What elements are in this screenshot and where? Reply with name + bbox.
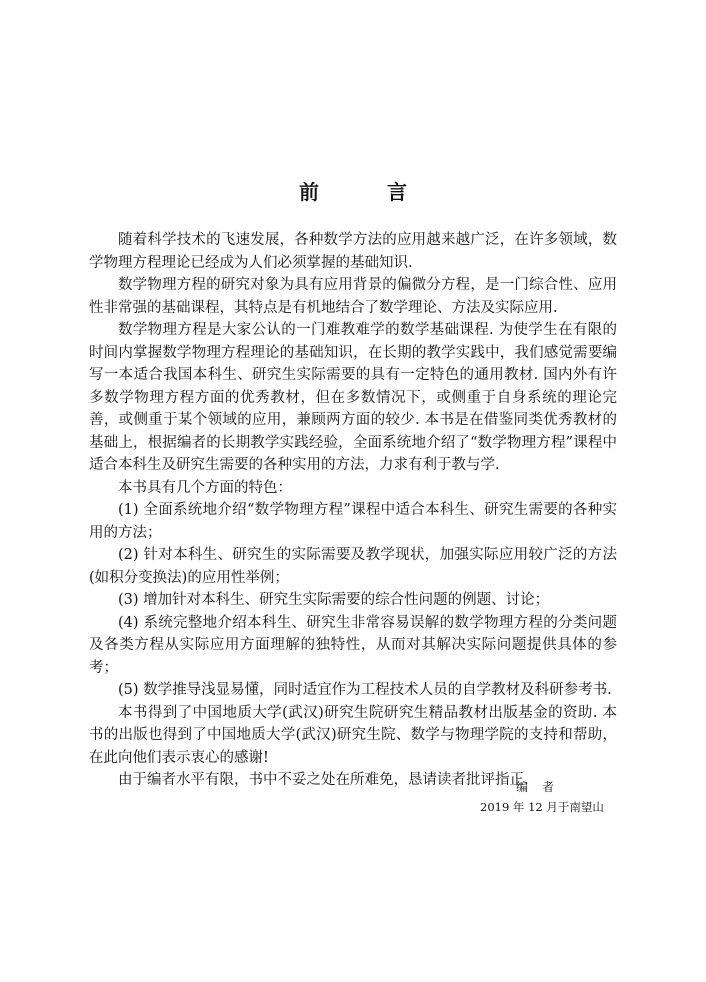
list-item: (4) 系统完整地介绍本科生、研究生非常容易误解的数学物理方程的分类问题及各类方程从实际应用方面理解的独特性，从而对其解决实际问题提供具体的参考；: [89, 614, 617, 676]
list-item: (5) 数学推导浅显易懂，同时适宜作为工程技术人员的自学教材及科研参考书.: [118, 682, 612, 698]
page-title: 前 言: [299, 180, 431, 204]
paragraph: 本书具有几个方面的特色：: [118, 479, 292, 496]
list-item: (3) 增加针对本科生、研究生实际需要的综合性问题的例题、讨论；: [118, 592, 550, 608]
list-item: (2) 针对本科生、研究生的实际需要及教学现状，加强实际应用较广泛的方法(如积分变换法)的应用性举例；: [89, 547, 617, 586]
paragraph: 数学物理方程的研究对象为具有应用背景的偏微分方程，是一门综合性、应用性非常强的基础课程，其特点是有机地结合了数学理论、方法及实际应用.: [89, 277, 617, 316]
date-line: 2019 年 12 月于南望山: [480, 800, 604, 814]
paragraph: 本书得到了中国地质大学(武汉)研究生院研究生精品教材出版基金的资助. 本书的出版也得到了中国地质大学(武汉)研究生院、数学与物理学院的支持和帮助，在此向他们表示衷心的感谢!: [89, 704, 617, 766]
paragraph: 随着科学技术的飞速发展，各种数学方法的应用越来越广泛，在许多领域，数学物理方程理论已经成为人们必须掌握的基础知识.: [89, 232, 617, 271]
paragraph: 由于编者水平有限，书中不妥之处在所难免，恳请读者批评指正.: [118, 772, 529, 788]
signature: 编者: [516, 780, 569, 794]
paragraph: 数学物理方程是大家公认的一门难教难学的数学基础课程. 为使学生在有限的时间内掌握数学物理方程理论的基础知识，在长期的教学实践中，我们感觉需要编写一本适合我国本科生、研究生实际需要的具有一定特色的通用教材. 国内外有许多数学物理方程方面的优秀教材，但在多数情况下，或侧重于自身系统的理论完善，或侧重于某个领域的应用，兼顾两方面的较少. 本书是在借鉴同类优秀教材的基础上，根据编者的长期教学实践经验，全面系统地介绍了“数学物理方程”课程中适合本科生及研究生需要的各种实用的方法，力求有利于教与学.: [89, 322, 617, 473]
preface-body: [89, 229, 617, 792]
list-item: (1) 全面系统地介绍“数学物理方程”课程中适合本科生、研究生需要的各种实用的方法；: [89, 502, 617, 541]
